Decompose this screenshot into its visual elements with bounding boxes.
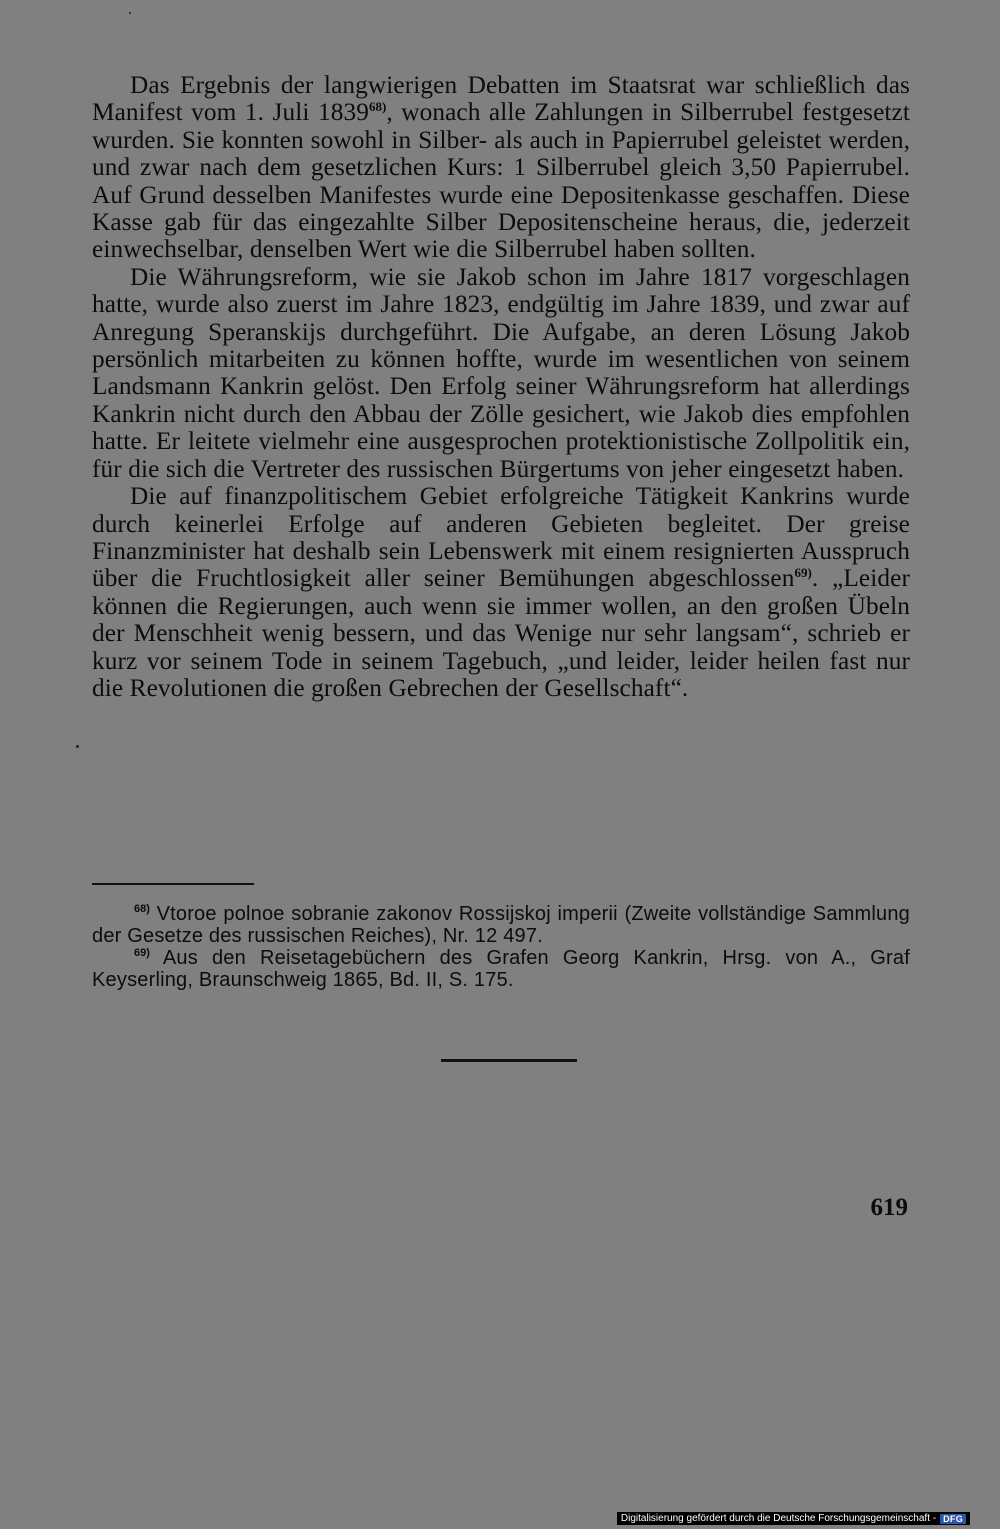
footnotes xyxy=(92,903,910,991)
end-rule xyxy=(441,1059,577,1062)
footnote-separator xyxy=(92,883,254,885)
scan-speck xyxy=(76,745,79,748)
digitization-credit[interactable] xyxy=(617,1512,970,1525)
footnote-reference[interactable]: 68) xyxy=(368,99,387,115)
footnote-text: Vtoroe polnoe sobranie zakonov Rossijskoj imperii (Zweite vollständige Sammlung der Gesetze des russischen Reiches), Nr. 12 497. xyxy=(92,903,910,947)
paragraph-text: Die auf finanzpolitischem Gebiet erfolgreiche Tätigkeit Kankrins wurde durch keinerlei Erfolge auf anderen Gebieten begleitet. Der greise Finanzminister hat deshalb sein Lebenswerk mit einem resignierten Ausspruch über die Fruchtlosigkeit aller seiner Bemühungen abgeschlossen xyxy=(92,482,910,593)
scan-speck xyxy=(129,12,131,14)
footnote xyxy=(92,903,910,947)
credit-text: Digitalisierung gefördert durch die Deutsche Forschungsgemeinschaft - xyxy=(620,1513,937,1524)
paragraph-text: Das Ergebnis der langwierigen Debatten im Staatsrat war schließlich das Manifest vom 1. Juli 1839 xyxy=(92,71,910,127)
footnote xyxy=(92,947,910,991)
paragraph-text: . „Leider können die Regierungen, auch wenn sie immer wollen, an den großen Übeln der Menschheit wenig bessern, und das Wenige nur sehr langsam“, schrieb er kurz vor seinem Tode in seinem Tagebuch, „und leider, leider heilen fast nur die Revolutionen die großen Gebrechen der Gesellschaft“. xyxy=(92,564,910,702)
footnote-text: Aus den Reisetagebüchern des Grafen Georg Kankrin, Hrsg. von A., Graf Keyserling, Braunschweig 1865, Bd. II, S. 175. xyxy=(92,947,910,991)
paragraph xyxy=(92,483,910,702)
footnote-reference[interactable]: 69) xyxy=(794,565,812,581)
paragraph xyxy=(92,264,910,483)
main-text xyxy=(92,72,910,702)
dfg-logo-icon: DFG xyxy=(940,1514,966,1524)
paragraph-text: Die Währungsreform, wie sie Jakob schon im Jahre 1817 vorgeschlagen hatte, wurde also zuerst im Jahre 1823, endgültig im Jahre 1839, und zwar auf Anregung Speranskijs durchgeführt. Die Aufgabe, an deren Lösung Jakob persönlich mitarbeiten zu können hoffte, wurde im wesentlichen von seinem Landsmann Kankrin gelöst. Den Erfolg seiner Währungsreform hat allerdings Kankrin nicht durch den Abbau der Zölle gesichert, wie Jakob dies empfohlen hatte. Er leitete vielmehr eine ausgesprochen protektionistische Zollpolitik ein, für die sich die Vertreter des russischen Bürgertums von jeher eingesetzt haben. xyxy=(92,262,910,483)
footnote-marker: 68) xyxy=(134,903,150,915)
page-number: 619 xyxy=(870,1194,908,1221)
footnote-marker: 69) xyxy=(134,947,150,959)
paragraph-text: , wonach alle Zahlungen in Silberrubel festgesetzt wurden. Sie konnten sowohl in Silber- als auch in Papierrubel geleistet werden, und zwar nach dem gesetzlichen Kurs: 1 Silberrubel gleich 3,50 Papierrubel. Auf Grund desselben Manifestes wurde eine Depositenkasse geschaffen. Diese Kasse gab für das eingezahlte Silber Depositenscheine heraus, die, jederzeit einwechselbar, denselben Wert wie die Silberrubel haben sollten. xyxy=(92,98,911,264)
paragraph xyxy=(92,72,910,264)
